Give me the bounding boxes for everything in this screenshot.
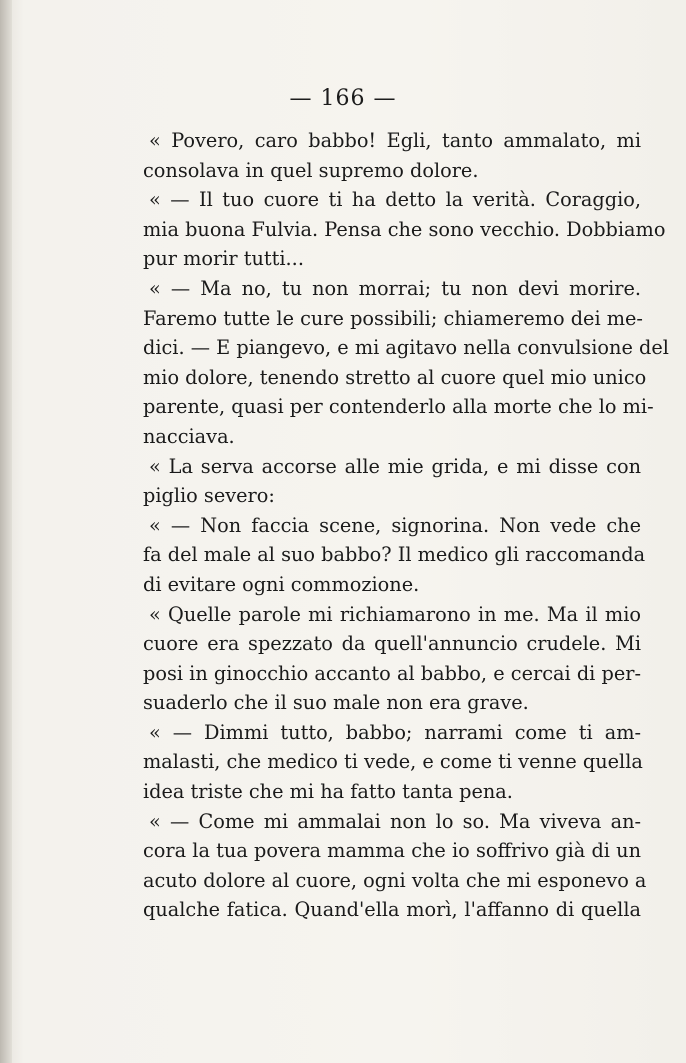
- text-line: cora la tua povera mamma che io soffrivo già di un: [143, 839, 641, 863]
- page-number: — 166 —: [289, 86, 397, 111]
- text-line: Faremo tutte le cure possibili; chiameremo dei me-: [143, 306, 643, 330]
- text-line: « — Il tuo cuore ti ha detto la verità. Coraggio,: [149, 188, 641, 212]
- text-line: mia buona Fulvia. Pensa che sono vecchio. Dobbiamo: [143, 217, 666, 241]
- text-line: idea triste che mi ha fatto tanta pena.: [143, 780, 513, 804]
- text-line: consolava in quel supremo dolore.: [143, 158, 479, 182]
- text-line: « Povero, caro babbo! Egli, tanto ammalato, mi: [149, 129, 641, 152]
- text-line: fa del male al suo babbo? Il medico gli raccomanda: [143, 543, 646, 567]
- book-spine-shadow: [0, 0, 12, 1063]
- text-line: parente, quasi per contenderlo alla morte che lo mi-: [143, 395, 654, 419]
- body-text: [143, 126, 669, 925]
- text-line: « — Ma no, tu non morrai; tu non devi morire.: [149, 276, 641, 300]
- text-line: « — Come mi ammalai non lo so. Ma viveva an-: [149, 809, 641, 833]
- text-line: cuore era spezzato da quell'annuncio crudele. Mi: [143, 632, 641, 656]
- text-line: « — Non faccia scene, signorina. Non vede che: [149, 513, 641, 537]
- text-line: « Quelle parole mi richiamarono in me. Ma il mio: [149, 602, 641, 626]
- text-line: malasti, che medico ti vede, e come ti venne quella: [143, 750, 643, 774]
- text-line: « La serva accorse alle mie grida, e mi disse con: [149, 454, 641, 478]
- text-line: suaderlo che il suo male non era grave.: [143, 691, 529, 715]
- text-line: pur morir tutti...: [143, 247, 304, 271]
- text-line: di evitare ogni commozione.: [143, 572, 420, 596]
- text-line: nacciava.: [143, 424, 235, 448]
- text-line: mio dolore, tenendo stretto al cuore quel mio unico: [143, 365, 647, 389]
- text-line: « — Dimmi tutto, babbo; narrami come ti am-: [149, 720, 641, 744]
- text-line: dici. — E piangevo, e mi agitavo nella convulsione del: [143, 336, 669, 360]
- text-line: acuto dolore al cuore, ogni volta che mi esponevo a: [143, 868, 647, 892]
- text-line: qualche fatica. Quand'ella morì, l'affanno di quella: [143, 898, 641, 922]
- text-line: posi in ginocchio accanto al babbo, e cercai di per-: [143, 661, 641, 685]
- text-line: piglio severo:: [143, 484, 275, 508]
